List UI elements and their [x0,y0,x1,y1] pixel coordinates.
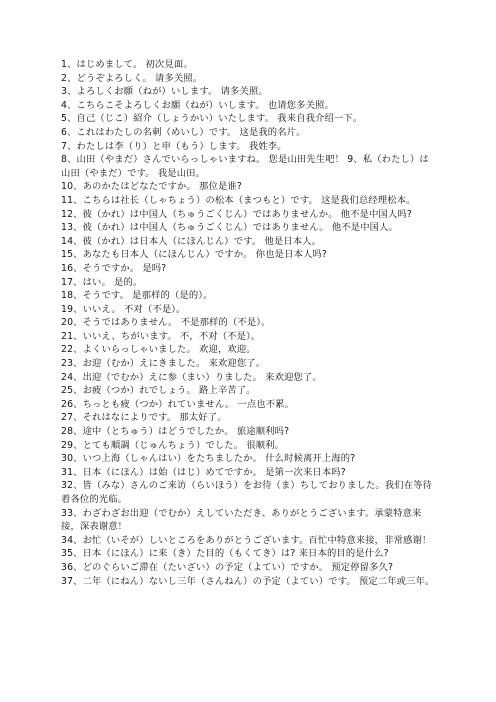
text-line-15: 15、あなたも日本人（にほんじん）ですか。 你也是日本人吗? [61,249,327,261]
text-line-28: 28、途中（とちゅう）はどうでしたか。 旅途顺利吗? [61,426,290,438]
text-line-30: 30、いつ上海（しゃんはい）をたちましたか。 什么时候离开上海的? [61,453,356,465]
text-line-11: 11、こちらは社长（しゃちょう）の松本（まつもと）です。 这是我们总经理松本。 [61,194,416,206]
text-line-14: 14、彼（かれ）は日本人（にほんじん）です。 他是日本人。 [61,235,322,247]
text-line-10: 10、あのかたはどなたですか。 那位是谁? [61,181,242,193]
document-body [61,58,437,588]
text-line-26: 26、ちっとも疲（つか）れていません。 一点也不累。 [61,398,295,410]
text-line-2: 2、どうぞよろしく。 请多关照。 [61,72,203,84]
text-line-32: 32、皆（みな）さんのご来访（らいほう）をお待（ま）ちしておりました。我们在等待着各位的光临。 [61,480,433,505]
text-line-5: 5、自己（じこ）紹介（しょうかい）いたします。 我来自我介绍一下。 [61,113,363,125]
text-line-29: 29、とても順調（じゅんちょう）でした。 很顺利。 [61,439,285,451]
text-line-13: 13、彼（かれ）は中国人（ちゅうごくじん）ではありません。 他不是中国人。 [61,222,398,234]
text-line-27: 27、それはなによりです。 那太好了。 [61,412,227,424]
text-line-31: 31、日本（にほん）は始（はじ）めてですか。 是第一次来日本吗? [61,466,346,478]
text-line-21: 21、いいえ、ちがいます。 不，不对（不是）。 [61,330,261,342]
text-line-16: 16、そうですか。 是吗? [61,262,167,274]
text-line-12: 12、彼（かれ）は中国人（ちゅうごくじん）ではありませんか。 他不是中国人吗? [61,208,412,220]
text-line-20: 20、そうではありません。 不是那样的（不是）。 [61,317,271,329]
text-line-6: 6、これはわたしの名刺（めいし）です。 这是我的名片。 [61,126,306,138]
text-line-24: 24、出迎（でむか）えに参（まい）りました。 来欢迎您了。 [61,371,322,383]
text-line-7: 7、わたしは李（り）と申（もう）します。 我姓李。 [61,140,287,152]
text-line-35: 35、日本（にほん）に来（き）た目的（もくてき）は? 来日本的目的是什么? [61,548,389,560]
text-line-23: 23、お迎（むか）えにきました。 来欢迎您了。 [61,358,266,370]
text-line-22: 22、よくいらっしゃいました。 欢迎，欢迎。 [61,344,256,356]
text-line-18: 18、そうです。 是那样的（是的）。 [61,290,213,302]
text-line-1: 1、はじめまして。 初次見面。 [61,59,193,70]
text-line-34: 34、お忙（いそが）しいところをありがとうございます。百忙中特意来接，非常感谢！ [61,534,432,546]
text-line-37: 37、二年（にねん）ないし三年（さんねん）の予定（よてい）です。 预定二年或三年。 [61,575,435,587]
text-line-36: 36、どのぐらいご滞在（たいざい）の予定（よてい）ですか。 预定停留多久? [61,561,394,573]
text-line-33: 33、わざわざお出迎（でむか）えしていただき、ありがとうございます。承蒙特意来接，深表谢意！ [61,507,422,533]
text-line-3: 3、よろしくお願（ねが）いします。 请多关照。 [61,86,268,98]
text-line-17: 17、はい。 是的。 [61,276,143,288]
text-line-4: 4、こちらこそよろしくお願（ねが）いします。 也请您多关照。 [61,99,334,111]
text-line-19: 19、いいえ。 不对（不是）。 [61,303,186,315]
text-line-8: 8、山田（やまだ）さんでいらっしゃいますね。 您是山田先生吧！ 9、私（わたし）は山田（やまだ）です。 我是山田。 [61,154,429,179]
text-line-25: 25、お疲（つか）れでしょう。 路上辛苦了。 [61,385,256,397]
